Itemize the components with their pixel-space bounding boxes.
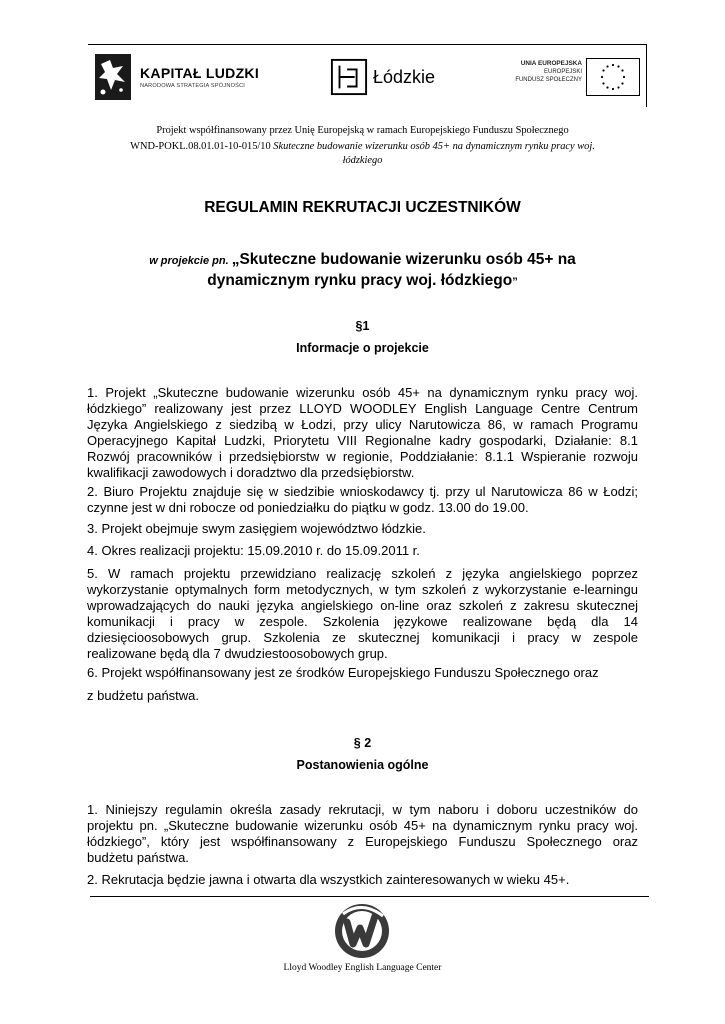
eu-line2: EUROPEJSKI bbox=[543, 69, 582, 75]
project-name-part2: dynamicznym rynku pracy woj. łódzkiego bbox=[207, 272, 513, 289]
paragraph-line: łódzkiego”, który jest współfinansowany z Europejskiego Funduszu Społecznego oraz bbox=[87, 834, 638, 849]
paragraph-line: projektu pn. „Skuteczne budowanie wizerunku osób 45+ na dynamicznym rynku pracy woj. bbox=[87, 818, 638, 833]
eu-line3: FUNDUSZ SPOŁECZNY bbox=[515, 77, 582, 83]
section-1-paragraph-1 bbox=[87, 385, 638, 481]
project-name-line2 bbox=[0, 272, 725, 290]
paragraph-line: komunikacji i pracy w zespole. Szkolenia językowe realizowane będą dla 14 bbox=[87, 614, 638, 629]
kapital-ludzki-title: KAPITAŁ LUDZKI bbox=[140, 65, 260, 81]
section-2-paragraph-2 bbox=[87, 872, 638, 888]
paragraph-line: czynne jest w dni robocze od poniedziałku do piątku w godz. 13.00 do 19.00. bbox=[87, 500, 529, 515]
section-1-paragraph-5 bbox=[87, 566, 638, 662]
project-prefix: w projekcie pn. bbox=[149, 255, 232, 267]
project-name-part1: „Skuteczne budowanie wizerunku osób 45+ na bbox=[231, 251, 576, 268]
paragraph-line: Języka Angielskiego z siedzibą w Łodzi, przy ulicy Narutowicza 86, w ramach Programu bbox=[87, 417, 638, 432]
paragraph-line: Operacyjnego Kapitał Ludzki, Priorytetu VIII Regionalne kadry gospodarki, Działanie: 8.1 bbox=[87, 433, 638, 448]
eu-label bbox=[498, 60, 582, 84]
paragraph-line: z budżetu państwa. bbox=[87, 688, 200, 703]
paragraph-line: wykorzystanie optymalnych form metodycznych, w tym szkoleń z wykorzystanie e-learningu bbox=[87, 582, 638, 597]
paragraph-line: wprowadzających do nauki języka angielskiego on-line oraz szkoleń z zakresu skutecznej bbox=[87, 598, 638, 613]
paragraph-line: 1. Niniejszy regulamin określa zasady rekrutacji, w tym naboru i doboru uczestników do bbox=[87, 802, 638, 817]
caption-line3 bbox=[80, 153, 645, 168]
paragraph-line: 2. Rekrutacja będzie jawna i otwarta dla wszystkich zainteresowanych w wieku 45+. bbox=[87, 872, 570, 887]
section-1-number: §1 bbox=[355, 319, 370, 333]
caption-region: łódzkiego bbox=[342, 155, 383, 166]
section-1-paragraph-2 bbox=[87, 484, 638, 516]
paragraph-line: kwalifikacji zawodowych i doradztwo dla przedsiębiorstw. bbox=[87, 465, 415, 480]
paragraph-line: 6. Projekt współfinansowany jest ze środków Europejskiego Funduszu Społecznego oraz bbox=[87, 665, 599, 680]
paragraph-line: 5. W ramach projektu przewidziano realizację szkoleń z języka angielskiego poprzez bbox=[87, 566, 638, 581]
eu-line1: UNIA EUROPEJSKA bbox=[520, 60, 582, 67]
paragraph-line: 2. Biuro Projektu znajduje się w siedzibie wnioskodawcy tj. przy ul Narutowicza 86 w Łodzi; bbox=[87, 484, 638, 499]
paragraph-line: Rozwój pracowników i przedsiębiorstw w regionie, Poddziałanie: 8.1.1 Wspieranie rozwoju bbox=[87, 449, 638, 464]
paragraph-line: 1. Projekt „Skuteczne budowanie wizerunku osób 45+ na dynamicznym rynku pracy woj. bbox=[87, 385, 638, 400]
project-code-caption bbox=[80, 139, 645, 154]
section-1-paragraph-7 bbox=[87, 688, 638, 704]
section-2-paragraph-1 bbox=[87, 802, 638, 866]
paragraph-line: 4. Okres realizacji projektu: 15.09.2010 r. do 15.09.2011 r. bbox=[87, 543, 420, 558]
paragraph-line: dziesięcioosobowych grup. Szkolenia ze skutecznej komunikacji i pracy w zespole bbox=[87, 630, 638, 645]
lloyd-woodley-logo-icon bbox=[333, 902, 391, 960]
project-close-quote: ” bbox=[512, 276, 518, 288]
section-2-number: § 2 bbox=[353, 736, 372, 750]
project-name-line1 bbox=[0, 251, 725, 269]
lodzkie-emblem-icon bbox=[330, 58, 368, 96]
footer-rule bbox=[90, 896, 649, 897]
cofinancing-caption: Projekt współfinansowany przez Unię Europejską w ramach Europejskiego Funduszu Społecznego bbox=[156, 125, 569, 136]
section-1-title: Informacje o projekcie bbox=[296, 341, 429, 355]
paragraph-line: 3. Projekt obejmuje swym zasięgiem województwo łódzkie. bbox=[87, 521, 426, 536]
document-title: REGULAMIN REKRUTACJI UCZESTNIKÓW bbox=[204, 199, 521, 216]
project-code: WND-POKL.08.01.01-10-015/10 bbox=[130, 141, 274, 152]
section-2-title: Postanowienia ogólne bbox=[296, 758, 429, 772]
section-1-paragraph-3 bbox=[87, 521, 638, 537]
paragraph-line: budżetu państwa. bbox=[87, 850, 189, 865]
paragraph-line: łódzkiego” realizowany jest przez LLOYD WOODLEY English Language Centre Centrum bbox=[87, 401, 638, 416]
paragraph-line: realizowane będą dla 7 dwudziestoosobowych grup. bbox=[87, 646, 388, 661]
kapital-ludzki-logo bbox=[95, 54, 275, 102]
lodzkie-name: Łódzkie bbox=[373, 67, 436, 87]
lodzkie-logo bbox=[330, 58, 450, 98]
section-1-paragraph-4 bbox=[87, 543, 638, 559]
project-name-italic: Skuteczne budowanie wizerunku osób 45+ na dynamicznym rynku pracy woj. bbox=[273, 141, 595, 152]
section-1-paragraph-6 bbox=[87, 665, 638, 681]
kapital-ludzki-emblem-icon bbox=[95, 54, 131, 100]
kapital-ludzki-subtitle: NARODOWA STRATEGIA SPÓJNOŚCI bbox=[140, 83, 246, 89]
eu-flag-icon bbox=[586, 58, 640, 96]
footer-company-name: Lloyd Woodley English Language Center bbox=[283, 963, 442, 973]
